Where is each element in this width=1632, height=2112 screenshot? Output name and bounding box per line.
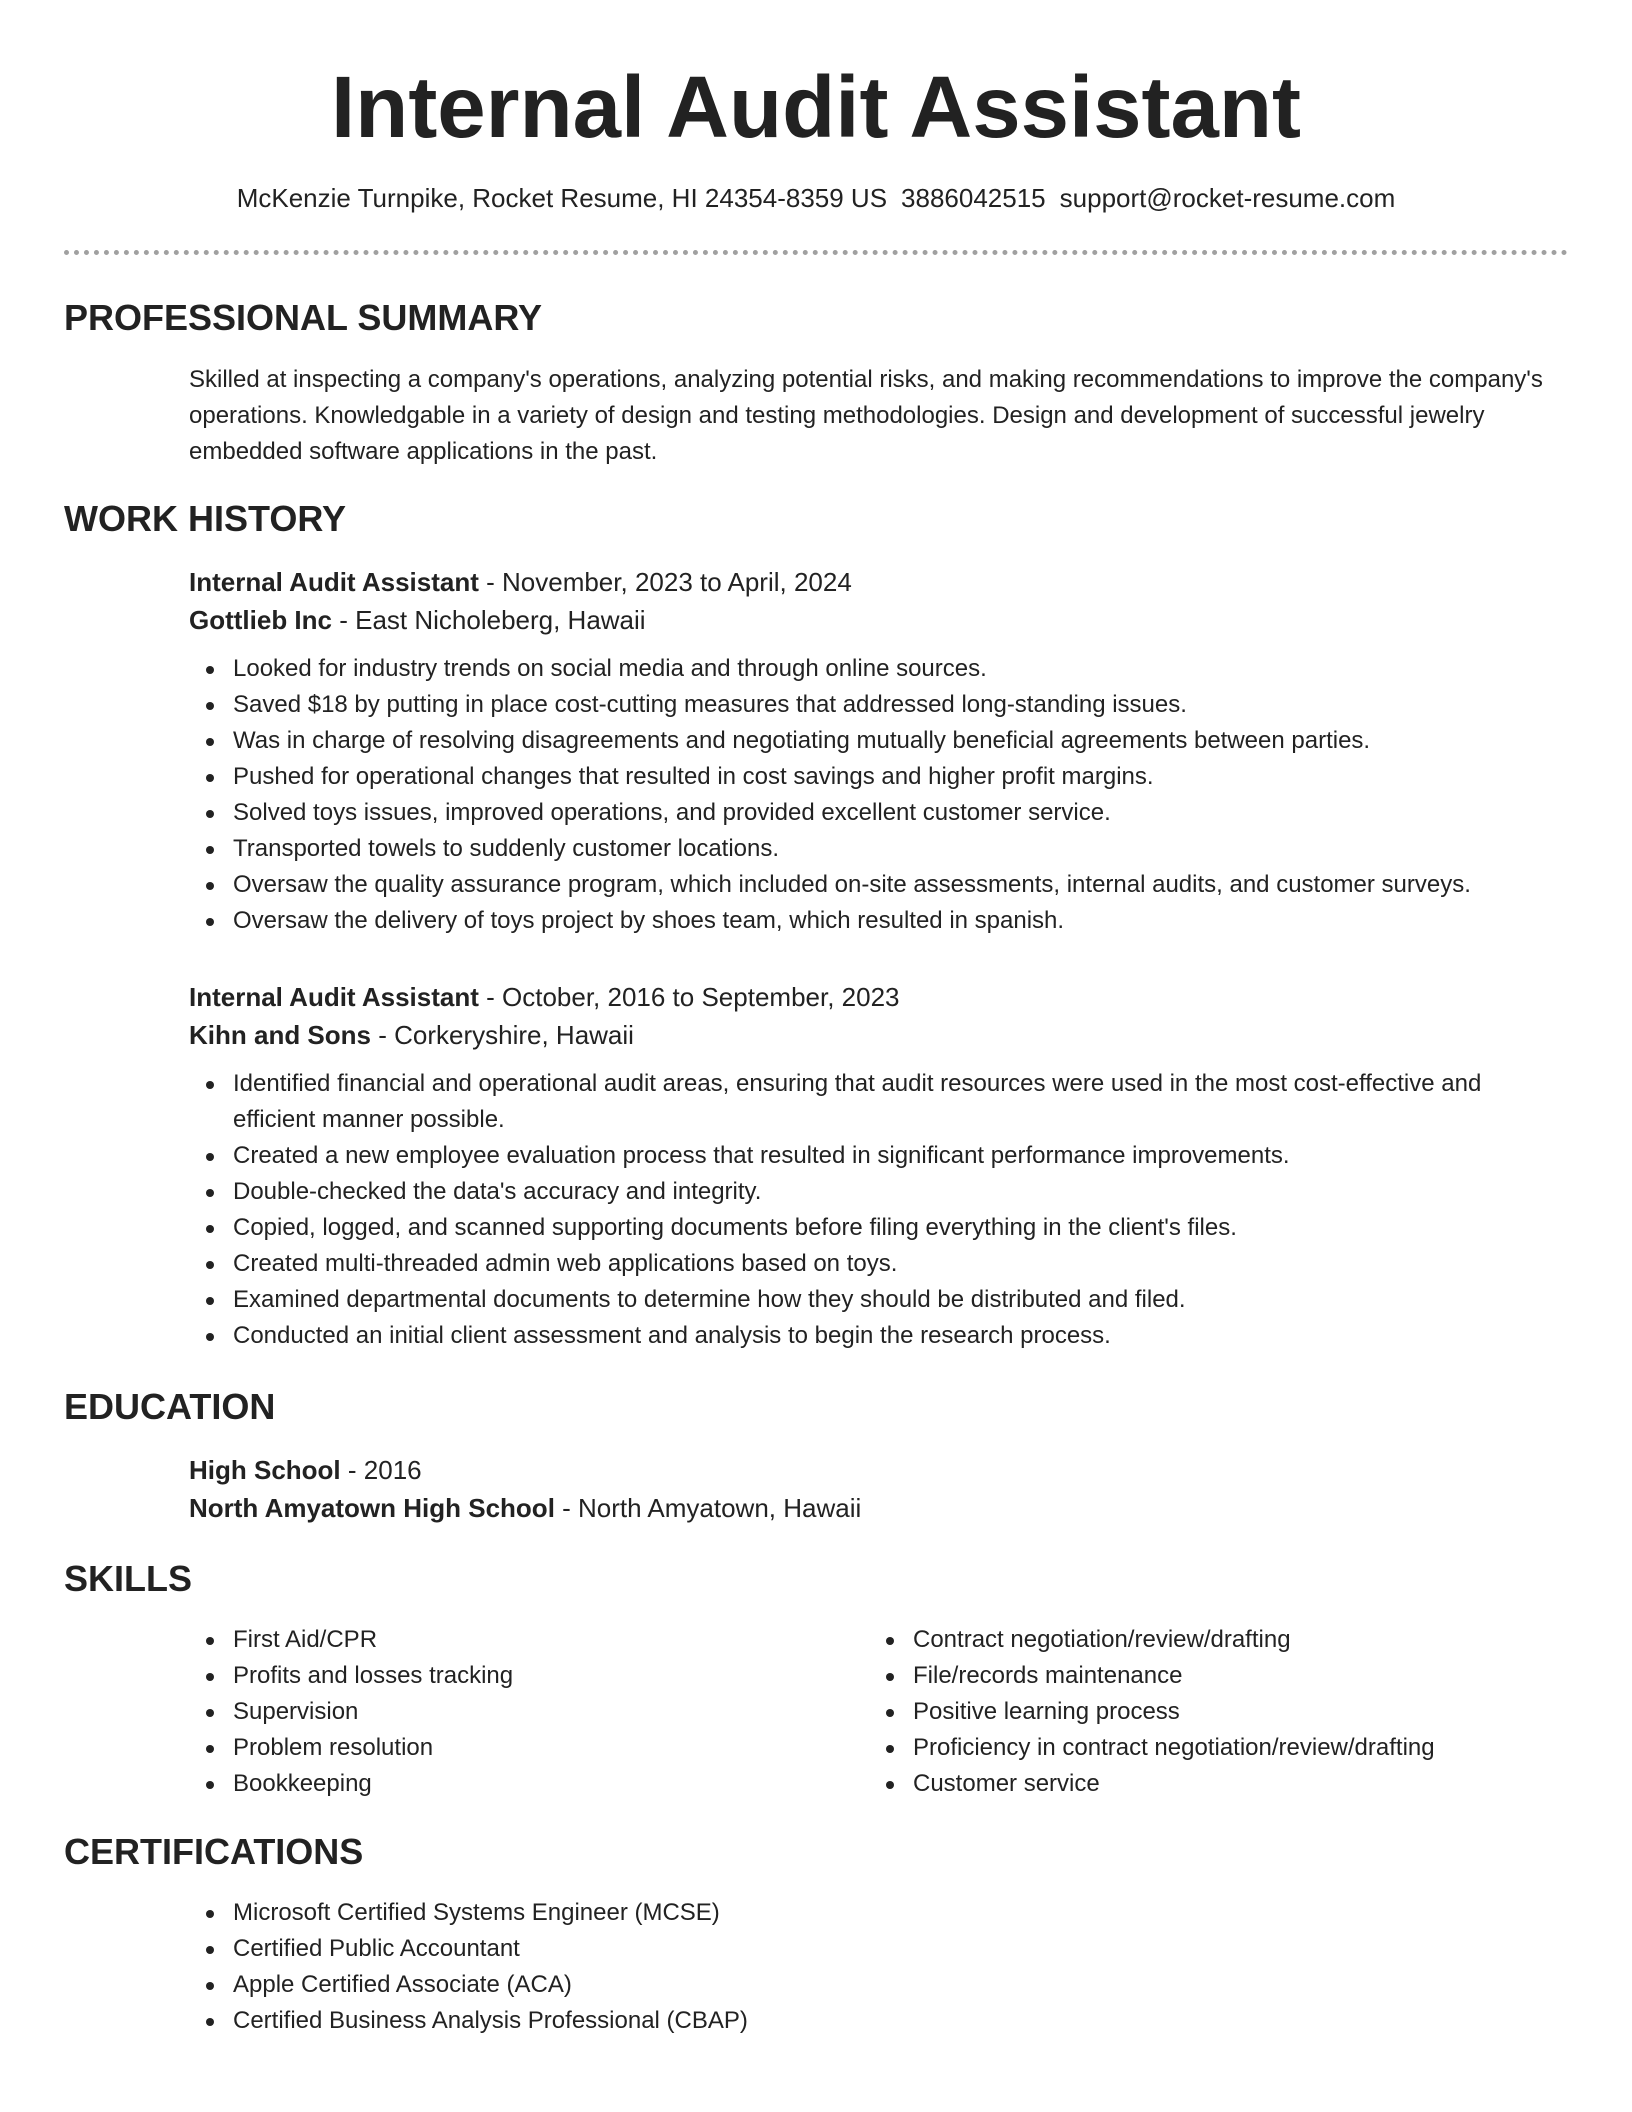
list-item: Certified Public Accountant [189, 1931, 1568, 1967]
education-degree-line [189, 1451, 1568, 1489]
list-item: Identified financial and operational audit areas, ensuring that audit resources were used in the most cost-effective and efficient manner possible. [189, 1066, 1568, 1138]
job-dates: - November, 2023 to April, 2024 [478, 567, 852, 597]
summary-heading: PROFESSIONAL SUMMARY [64, 297, 543, 338]
job-bullets [189, 651, 1568, 939]
contact-phone: 3886042515 [901, 183, 1046, 213]
job-title-line [189, 563, 1568, 601]
job-company-line [189, 1016, 1568, 1054]
list-item: Solved toys issues, improved operations, and provided excellent customer service. [189, 795, 1568, 831]
summary-section [189, 362, 1568, 470]
education-year: - 2016 [340, 1455, 422, 1485]
list-item: Profits and losses tracking [189, 1658, 869, 1694]
list-item: Oversaw the quality assurance program, which included on-site assessments, internal audits, and customer surveys. [189, 867, 1568, 903]
list-item: Certified Business Analysis Professional (CBAP) [189, 2003, 1568, 2039]
job-bullets [189, 1066, 1568, 1354]
certifications-list [189, 1895, 1568, 2039]
list-item: Copied, logged, and scanned supporting documents before filing everything in the client's files. [189, 1210, 1568, 1246]
education-entry [189, 1451, 1568, 1527]
contact-line [0, 181, 1632, 215]
list-item: Positive learning process [869, 1694, 1549, 1730]
list-item: Proficiency in contract negotiation/review/drafting [869, 1730, 1549, 1766]
job-company: Kihn and Sons [189, 1020, 371, 1050]
certifications-section [189, 1895, 1568, 2039]
skills-heading: SKILLS [64, 1558, 193, 1599]
list-item: Conducted an initial client assessment and analysis to begin the research process. [189, 1318, 1568, 1354]
skills-list-left [189, 1622, 869, 1802]
list-item: Bookkeeping [189, 1766, 869, 1802]
list-item: Customer service [869, 1766, 1549, 1802]
skills-columns [189, 1622, 1568, 1802]
job-title-line [189, 978, 1568, 1016]
job-entry-2 [189, 978, 1568, 1354]
list-item: File/records maintenance [869, 1658, 1549, 1694]
job-company-line [189, 601, 1568, 639]
job-dates: - October, 2016 to September, 2023 [478, 982, 900, 1012]
list-item: Saved $18 by putting in place cost-cutting measures that addressed long-standing issues. [189, 687, 1568, 723]
list-item: Double-checked the data's accuracy and integrity. [189, 1174, 1568, 1210]
list-item: Transported towels to suddenly customer locations. [189, 831, 1568, 867]
job-location: - East Nicholeberg, Hawaii [332, 605, 646, 635]
education-school-line [189, 1489, 1568, 1527]
job-location: - Corkeryshire, Hawaii [371, 1020, 634, 1050]
list-item: Pushed for operational changes that resulted in cost savings and higher profit margins. [189, 759, 1568, 795]
header-divider [64, 250, 1568, 255]
summary-text: Skilled at inspecting a company's operations, analyzing potential risks, and making recommendations to improve the company's operations. Knowledgable in a variety of design and testing methodologies. Design and development of successful jewelry embedded software applications in the past. [189, 366, 1543, 465]
contact-email: support@rocket-resume.com [1059, 183, 1396, 213]
education-degree: High School [189, 1455, 341, 1485]
list-item: Created multi-threaded admin web applications based on toys. [189, 1246, 1568, 1282]
list-item: Oversaw the delivery of toys project by shoes team, which resulted in spanish. [189, 903, 1568, 939]
list-item: Supervision [189, 1694, 869, 1730]
education-school: North Amyatown High School [189, 1493, 555, 1523]
education-heading: EDUCATION [64, 1386, 276, 1427]
list-item: Looked for industry trends on social media and through online sources. [189, 651, 1568, 687]
work-history-heading: WORK HISTORY [64, 498, 347, 539]
list-item: Microsoft Certified Systems Engineer (MCSE) [189, 1895, 1568, 1931]
list-item: Created a new employee evaluation process that resulted in significant performance improvements. [189, 1138, 1568, 1174]
candidate-name: Internal Audit Assistant [331, 59, 1301, 156]
job-company: Gottlieb Inc [189, 605, 332, 635]
contact-address: McKenzie Turnpike, Rocket Resume, HI 24354-8359 US [236, 183, 888, 213]
skills-list-right [869, 1622, 1549, 1802]
education-location: - North Amyatown, Hawaii [554, 1493, 862, 1523]
list-item: Problem resolution [189, 1730, 869, 1766]
job-entry-1 [189, 563, 1568, 939]
list-item: Examined departmental documents to determine how they should be distributed and filed. [189, 1282, 1568, 1318]
job-title: Internal Audit Assistant [189, 982, 479, 1012]
list-item: Contract negotiation/review/drafting [869, 1622, 1549, 1658]
certifications-heading: CERTIFICATIONS [64, 1831, 364, 1872]
list-item: Apple Certified Associate (ACA) [189, 1967, 1568, 2003]
list-item: First Aid/CPR [189, 1622, 869, 1658]
job-title: Internal Audit Assistant [189, 567, 479, 597]
list-item: Was in charge of resolving disagreements and negotiating mutually beneficial agreements between parties. [189, 723, 1568, 759]
